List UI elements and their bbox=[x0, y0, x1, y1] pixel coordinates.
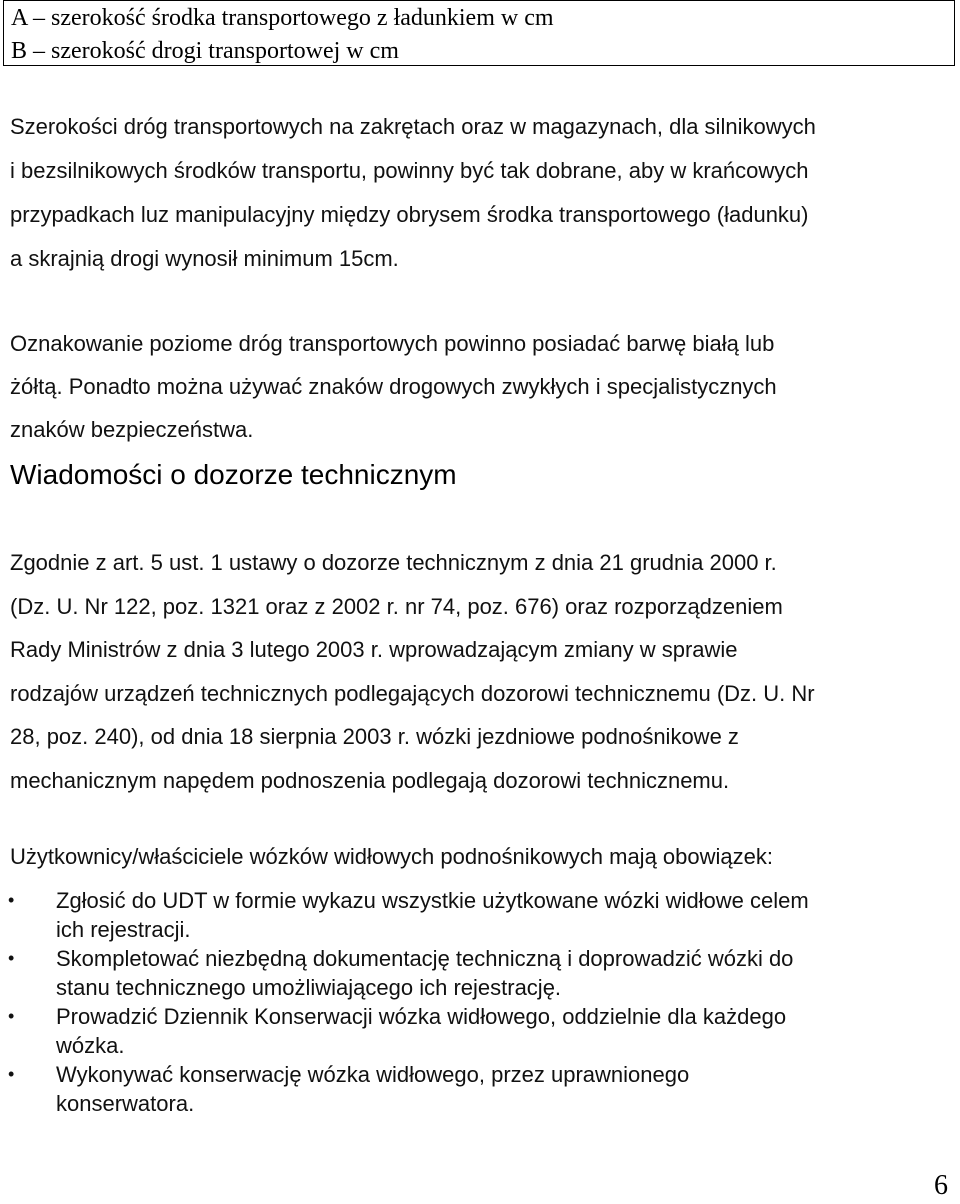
list-item-line: wózka. bbox=[56, 1033, 125, 1058]
paragraph-line: żółtą. Ponadto można używać znaków drogowych zwykłych i specjalistycznych bbox=[10, 374, 777, 399]
paragraph-line: mechanicznym napędem podnoszenia podlegają dozorowi technicznemu. bbox=[10, 767, 730, 793]
paragraph-road-width bbox=[10, 105, 955, 281]
paragraph-line: 28, poz. 240), od dnia 18 sierpnia 2003 r. wózki jezdniowe podnośnikowe z bbox=[10, 724, 739, 749]
paragraph-line: Zgodnie z art. 5 ust. 1 ustawy o dozorze technicznym z dnia 21 grudnia 2000 r. bbox=[10, 550, 777, 575]
legend-box bbox=[3, 0, 955, 66]
legend-line-b: B – szerokość drogi transportowej w cm bbox=[11, 38, 399, 64]
list-item-line: stanu technicznego umożliwiającego ich rejestrację. bbox=[56, 975, 562, 1000]
paragraph-line: a skrajnią drogi wynosił minimum 15cm. bbox=[10, 246, 399, 271]
paragraph-line: Szerokości dróg transportowych na zakrętach oraz w magazynach, dla silnikowych bbox=[10, 114, 816, 139]
paragraph-line: Oznakowanie poziome dróg transportowych powinno posiadać barwę białą lub bbox=[10, 331, 775, 356]
paragraph-line: i bezsilnikowych środków transportu, powinny być tak dobrane, aby w krańcowych bbox=[10, 158, 809, 183]
list-item bbox=[0, 1002, 950, 1060]
list-item-line: Prowadzić Dziennik Konserwacji wózka widłowego, oddzielnie dla każdego bbox=[56, 1004, 787, 1029]
list-item bbox=[0, 1060, 950, 1118]
paragraph-line: (Dz. U. Nr 122, poz. 1321 oraz z 2002 r. nr 74, poz. 676) oraz rozporządzeniem bbox=[10, 593, 783, 619]
list-item-line: Wykonywać konserwację wózka widłowego, przez uprawnionego bbox=[56, 1062, 690, 1087]
page-number: 6 bbox=[934, 1170, 948, 1201]
paragraph-road-marking bbox=[10, 322, 955, 451]
paragraph-line: Rady Ministrów z dnia 3 lutego 2003 r. wprowadzającym zmiany w sprawie bbox=[10, 637, 738, 662]
paragraph-line: znaków bezpieczeństwa. bbox=[10, 417, 254, 442]
obligations-list bbox=[0, 886, 950, 1118]
list-item-line: konserwatora. bbox=[56, 1091, 195, 1116]
paragraph-line: rodzajów urządzeń technicznych podlegających dozorowi technicznemu (Dz. U. Nr bbox=[10, 680, 815, 706]
bullet-icon: • bbox=[8, 948, 15, 968]
bullet-icon: • bbox=[8, 1064, 15, 1084]
section-heading: Wiadomości o dozorze technicznym bbox=[10, 459, 457, 490]
list-item-line: Zgłosić do UDT w formie wykazu wszystkie użytkowane wózki widłowe celem bbox=[56, 888, 809, 913]
list-item bbox=[0, 944, 950, 1002]
list-intro: Użytkownicy/właściciele wózków widłowych podnośnikowych mają obowiązek: bbox=[10, 844, 773, 869]
list-item-line: Skompletować niezbędną dokumentację techniczną i doprowadzić wózki do bbox=[56, 946, 794, 971]
bullet-icon: • bbox=[8, 890, 15, 910]
legend-line-a: A – szerokość środka transportowego z ładunkiem w cm bbox=[11, 5, 554, 31]
bullet-icon: • bbox=[8, 1006, 15, 1026]
paragraph-legal-basis bbox=[10, 541, 955, 802]
list-item bbox=[0, 886, 950, 944]
paragraph-line: przypadkach luz manipulacyjny między obrysem środka transportowego (ładunku) bbox=[10, 202, 809, 227]
list-item-line: ich rejestracji. bbox=[56, 917, 191, 942]
